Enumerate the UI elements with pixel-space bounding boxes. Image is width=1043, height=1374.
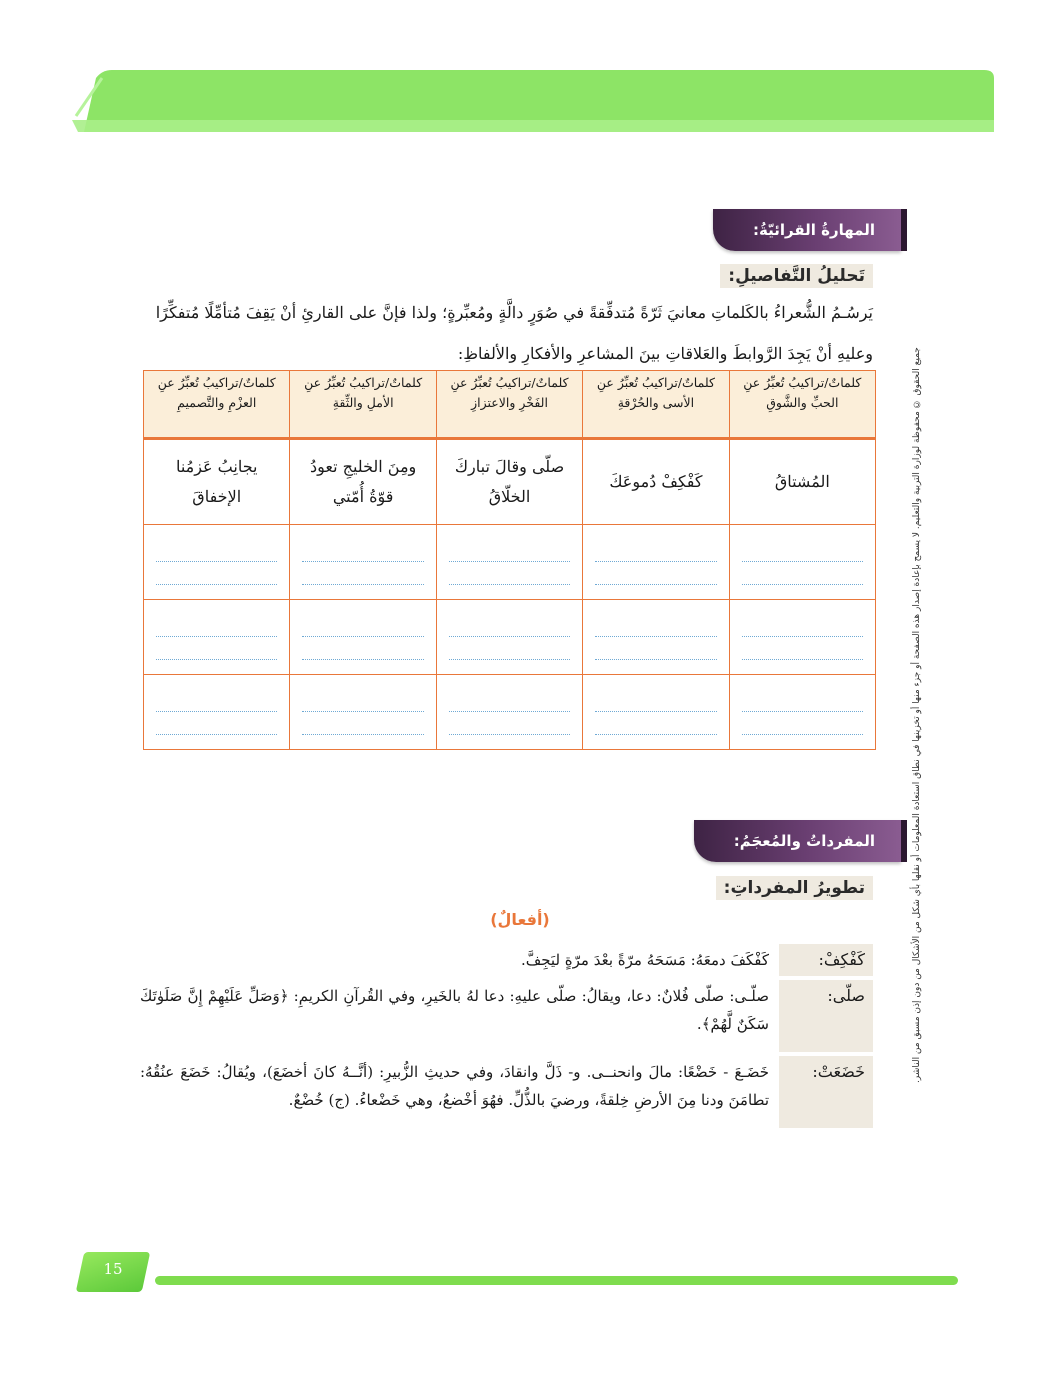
dotted-line — [156, 689, 277, 712]
answer-cell[interactable] — [144, 675, 290, 750]
copyright-side-note: جميع الحقوق © محفوظة لوزارة التربية والتعليم. لا يسمح بإعادة إصدار هذه الصفحة أو جزء منها أو تخزينها في نطاق استعادة المعلومات أو نقلها بأي شكل من الأشكال من دون إذن مسبق من الناشر. — [912, 347, 922, 1083]
dotted-line — [156, 562, 277, 585]
answer-cell[interactable] — [729, 675, 875, 750]
answer-row — [144, 600, 876, 675]
dotted-line — [449, 637, 570, 660]
section-header-vocabulary — [694, 820, 901, 862]
subheading-vocab-development: تطويرُ المفرداتِ: — [716, 876, 873, 900]
dotted-line — [742, 539, 863, 562]
dotted-line — [449, 562, 570, 585]
verbs-label: (أفعالٌ) — [490, 910, 550, 929]
answer-cell[interactable] — [290, 675, 436, 750]
answer-cell[interactable] — [583, 600, 729, 675]
dotted-line — [742, 637, 863, 660]
dotted-line — [449, 689, 570, 712]
section-header-vocabulary-label: المفرداتُ والمُعجَمُ: — [733, 832, 875, 850]
answer-cell[interactable] — [436, 525, 582, 600]
answer-cell[interactable] — [583, 525, 729, 600]
example-cell: صلّى وقالَ تباركَ الخلّاقُ — [436, 439, 582, 525]
answer-cell[interactable] — [729, 600, 875, 675]
dotted-line — [742, 689, 863, 712]
analysis-table — [143, 370, 876, 750]
vocab-list — [140, 940, 873, 1132]
dotted-line — [156, 614, 277, 637]
header-hope-confidence: كلماتٌ/تراكيبُ تُعبِّرُ عنِ الأملِ والثِّقةِ — [290, 371, 436, 439]
answer-cell[interactable] — [436, 600, 582, 675]
answer-cell[interactable] — [436, 675, 582, 750]
answer-cell[interactable] — [290, 600, 436, 675]
example-cell: المُشتاقُ — [729, 439, 875, 525]
vocab-definition: خَضَـعَ - خَضْعًا: مالَ وانحنــى. و- ذَلَّ وانقادَ، وفي حديثِ الزُّبيرِ: (أنَّــهُ كانَ أخضَعَ)، ويُقالُ: خَضَعَ عنُقُهُ: تطامَنَ ودنا مِنَ الأرضِ خِلقةً، ورضيَ بالذُّلِّ. فهُوَ أخْضعُ، وهي خَضْعاءُ. (ج) خُضْعٌ. — [140, 1063, 769, 1109]
header-grief-sorrow: كلماتٌ/تراكيبُ تُعبِّرُ عنِ الأسى والحُرْقةِ — [583, 371, 729, 439]
vocab-entry — [140, 944, 873, 976]
dotted-line — [742, 712, 863, 735]
dotted-line — [595, 614, 716, 637]
answer-cell[interactable] — [290, 525, 436, 600]
dotted-line — [742, 562, 863, 585]
dotted-line — [156, 637, 277, 660]
example-row — [144, 439, 876, 525]
top-green-band — [72, 70, 994, 132]
dotted-line — [595, 539, 716, 562]
dotted-line — [302, 637, 423, 660]
example-cell: كَفْكِفْ دُموعَكَ — [583, 439, 729, 525]
intro-paragraph — [143, 300, 873, 367]
vocab-entry — [140, 1056, 873, 1128]
table-header-row — [144, 371, 876, 439]
dotted-line — [449, 614, 570, 637]
dotted-line — [595, 637, 716, 660]
dotted-line — [302, 614, 423, 637]
dotted-line — [302, 539, 423, 562]
header-love-longing: كلماتٌ/تراكيبُ تُعبِّرُ عنِ الحبِّ والشَّوقِ — [729, 371, 875, 439]
page-number: 15 — [103, 1260, 123, 1278]
vocab-term: كَفْكِفْ: — [779, 944, 873, 976]
dotted-line — [449, 712, 570, 735]
dotted-line — [595, 712, 716, 735]
dotted-line — [595, 562, 716, 585]
intro-line-1: يَرسُـمُ الشُّعراءُ بالكَلماتِ معانيَ ثَرّةً مُتدفِّقةً في صُوَرٍ دالَّةٍ ومُعبِّرةٍ؛ ولذا فإنَّ على القارئِ أنْ يَقِفَ مُتأمِّلًا مُتفكِّرًا — [155, 303, 873, 322]
answer-cell[interactable] — [583, 675, 729, 750]
dotted-line — [595, 689, 716, 712]
answer-cell[interactable] — [144, 525, 290, 600]
answer-row — [144, 675, 876, 750]
vocab-term: صلّى: — [779, 980, 873, 1052]
dotted-line — [449, 539, 570, 562]
dotted-line — [302, 689, 423, 712]
header-determination: كلماتٌ/تراكيبُ تُعبِّرُ عنِ العزْمِ والتَّصميمِ — [144, 371, 290, 439]
footer-green-bar — [155, 1276, 958, 1285]
answer-cell[interactable] — [144, 600, 290, 675]
intro-line-2: وعليهِ أنْ يَجِدَ الرَّوابطَ والعَلاقاتِ بينَ المشاعرِ والأفكارِ والألفاظِ: — [457, 344, 873, 363]
section-header-reading-label: المهارةُ القرائيّةُ: — [753, 221, 875, 239]
dotted-line — [742, 614, 863, 637]
dotted-line — [156, 712, 277, 735]
answer-row — [144, 525, 876, 600]
vocab-entry — [140, 980, 873, 1052]
section-header-reading-skill — [713, 209, 901, 251]
header-pride: كلماتٌ/تراكيبُ تُعبِّرُ عنِ الفَخْرِ والاعتزازِ — [436, 371, 582, 439]
vocab-definition: كَفْكَفَ دمعَهُ: مَسَحَهُ مرّةً بعْدَ مرّةٍ ليَجِفَّ. — [520, 951, 769, 969]
example-cell: يجانِبُ عَزمُنا الإخفاقَ — [144, 439, 290, 525]
vocab-term: خَضَعَتْ: — [779, 1056, 873, 1128]
example-cell: ومِنَ الخليجِ تعودُ قوّةُ أُمّتي — [290, 439, 436, 525]
answer-cell[interactable] — [729, 525, 875, 600]
dotted-line — [302, 562, 423, 585]
vocab-definition: صلّـى: صلّى فُلانٌ: دعا، ويقالُ: صلّى عليهِ: دعا لهُ بالخَيرِ، وفي القُرآنِ الكريمِ: ﴿وَصَلِّ عَلَيْهِمْ إِنَّ صَلَوٰتَكَ سَكَنٌ لَّهُمْ﴾. — [140, 987, 769, 1033]
dotted-line — [302, 712, 423, 735]
subheading-detail-analysis: تَحليلُ التَّفاصيلِ: — [720, 264, 873, 288]
dotted-line — [156, 539, 277, 562]
